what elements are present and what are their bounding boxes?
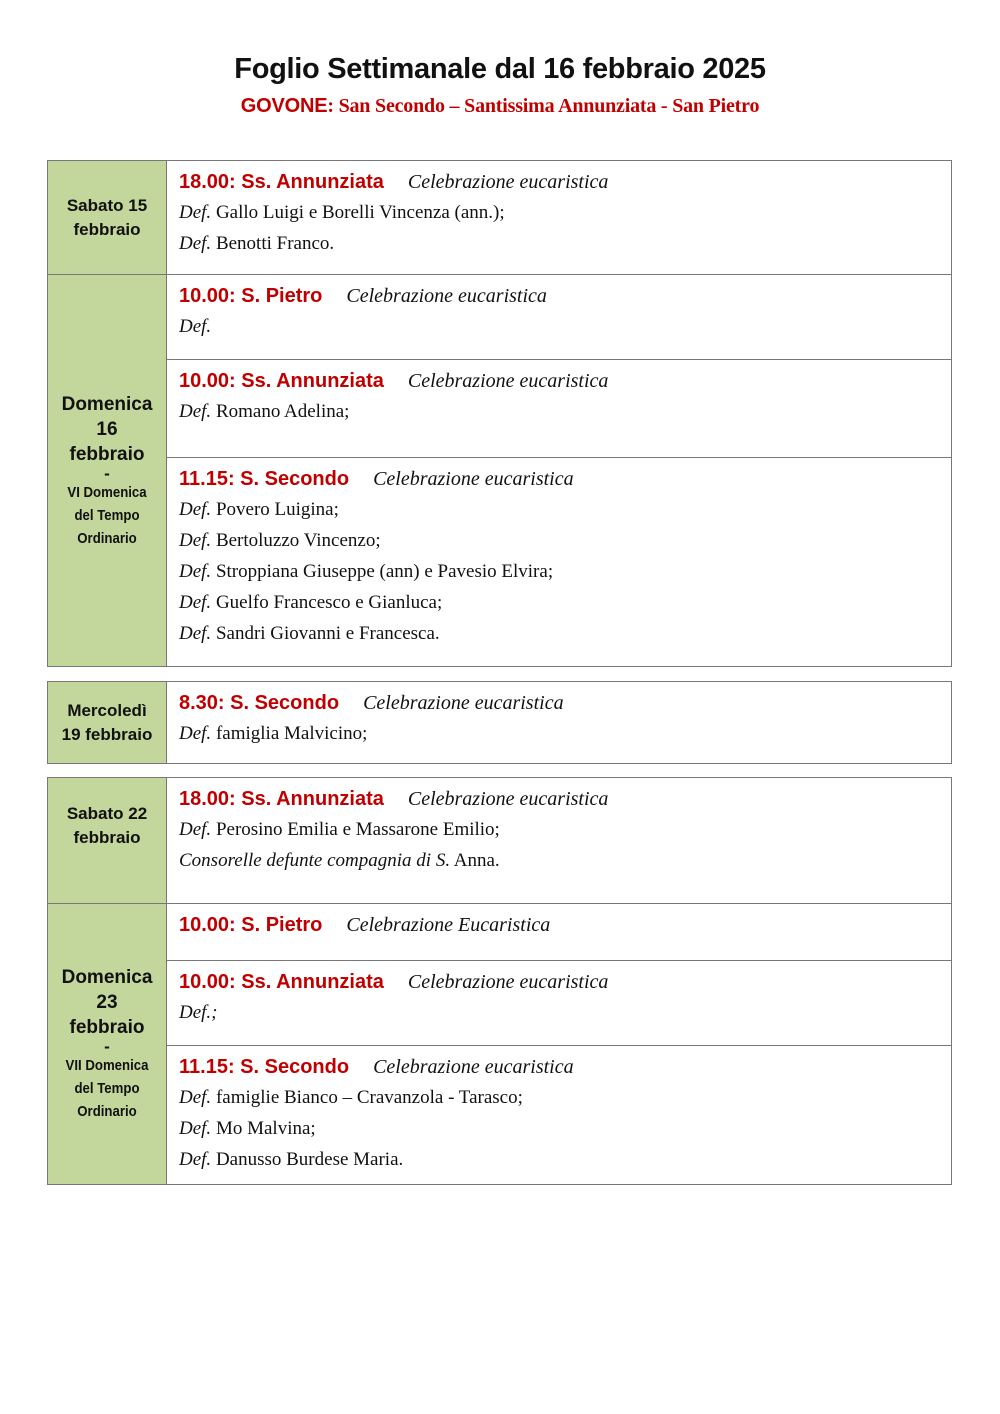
table-row <box>48 275 952 360</box>
day-cell: Domenica 23 febbraio - VII Domenica del Tempo Ordinario <box>48 904 167 1185</box>
mass-time: 10.00: Ss. Annunziata <box>179 971 384 993</box>
mass-type: Celebrazione eucaristica <box>346 285 547 307</box>
mass-cell <box>167 161 952 275</box>
mass-time: 8.30: S. Secondo <box>179 692 340 714</box>
day-label: Sabato 22 febbraio <box>66 804 148 847</box>
table-row <box>48 360 952 458</box>
intention-line: Def.; <box>179 1002 218 1023</box>
intention-line: Def. Perosino Emilia e Massarone Emilio; <box>179 819 500 840</box>
day-cell <box>48 161 167 275</box>
intention-line: Def. <box>179 316 212 337</box>
mass-type: Celebrazione eucaristica <box>407 788 609 810</box>
intention-line: Def. Bertoluzzo Vincenzo; <box>179 530 381 551</box>
mass-type: Celebrazione eucaristica <box>373 468 574 490</box>
mass-cell <box>167 904 952 961</box>
intention-line: Def. Romano Adelina; <box>179 401 350 422</box>
mass-cell <box>167 778 952 904</box>
mass-cell <box>167 275 952 360</box>
subtitle-place: GOVONE <box>240 95 328 117</box>
table-row <box>48 961 952 1046</box>
mass-type: Celebrazione eucaristica <box>407 171 609 193</box>
intention-line: Def. famiglie Bianco – Cravanzola - Tarasco; <box>179 1087 523 1108</box>
mass-type: Celebrazione eucaristica <box>407 971 609 993</box>
day-cell: Mercoledì 19 febbraio <box>48 682 167 764</box>
mass-time: 10.00: S. Pietro <box>179 914 323 936</box>
table-row <box>48 458 952 667</box>
intention-line: Def. Benotti Franco. <box>179 233 335 254</box>
page-title: Foglio Settimanale dal 16 febbraio 2025 <box>234 53 766 85</box>
intention-line: Def. Stroppiana Giuseppe (ann) e Pavesio Elvira; <box>179 561 554 582</box>
mass-type: Celebrazione eucaristica <box>407 370 609 392</box>
intention-line: Def. Mo Malvina; <box>179 1118 316 1139</box>
mass-time: 18.00: Ss. Annunziata <box>179 788 384 810</box>
mass-type: Celebrazione eucaristica <box>373 1056 574 1078</box>
table-row <box>48 904 952 961</box>
table-row <box>48 778 952 904</box>
schedule-week-1 <box>47 160 952 667</box>
mass-time: 10.00: Ss. Annunziata <box>179 370 384 392</box>
table-row <box>48 1046 952 1185</box>
schedule-week-2 <box>47 681 952 764</box>
day-cell: Domenica 16 febbraio - VI Domenica del Tempo Ordinario <box>48 275 167 667</box>
mass-time: 10.00: S. Pietro <box>179 285 323 307</box>
mass-cell <box>167 1046 952 1185</box>
mass-type: Celebrazione Eucaristica <box>346 914 551 936</box>
intention-line: Def. Povero Luigina; <box>179 499 339 520</box>
intention-line: Def. Guelfo Francesco e Gianluca; <box>179 592 443 613</box>
intention-line: Def. Sandri Giovanni e Francesca. <box>179 623 440 644</box>
mass-cell <box>167 360 952 458</box>
day-cell <box>48 778 167 904</box>
mass-time: 18.00: Ss. Annunziata <box>179 171 384 193</box>
intention-line: Def. Danusso Burdese Maria. <box>179 1149 404 1170</box>
table-row <box>48 161 952 275</box>
mass-cell <box>167 458 952 667</box>
mass-time: 11.15: S. Secondo <box>179 1056 350 1078</box>
intention-line: Def. famiglia Malvicino; <box>179 723 368 744</box>
mass-cell <box>167 961 952 1046</box>
subtitle-churches: : San Secondo – Santissima Annunziata - San Pietro <box>327 95 760 117</box>
schedule-week-3 <box>47 777 952 1185</box>
page-subtitle <box>0 95 1000 118</box>
mass-type: Celebrazione eucaristica <box>363 692 564 714</box>
table-row <box>48 682 952 764</box>
intention-line: Def. Gallo Luigi e Borelli Vincenza (ann.); <box>179 202 505 223</box>
mass-time: 11.15: S. Secondo <box>179 468 350 490</box>
mass-cell <box>167 682 952 764</box>
day-label: Sabato 15 febbraio <box>66 195 148 239</box>
intention-line: Consorelle defunte compagnia di S. Anna. <box>179 850 500 871</box>
